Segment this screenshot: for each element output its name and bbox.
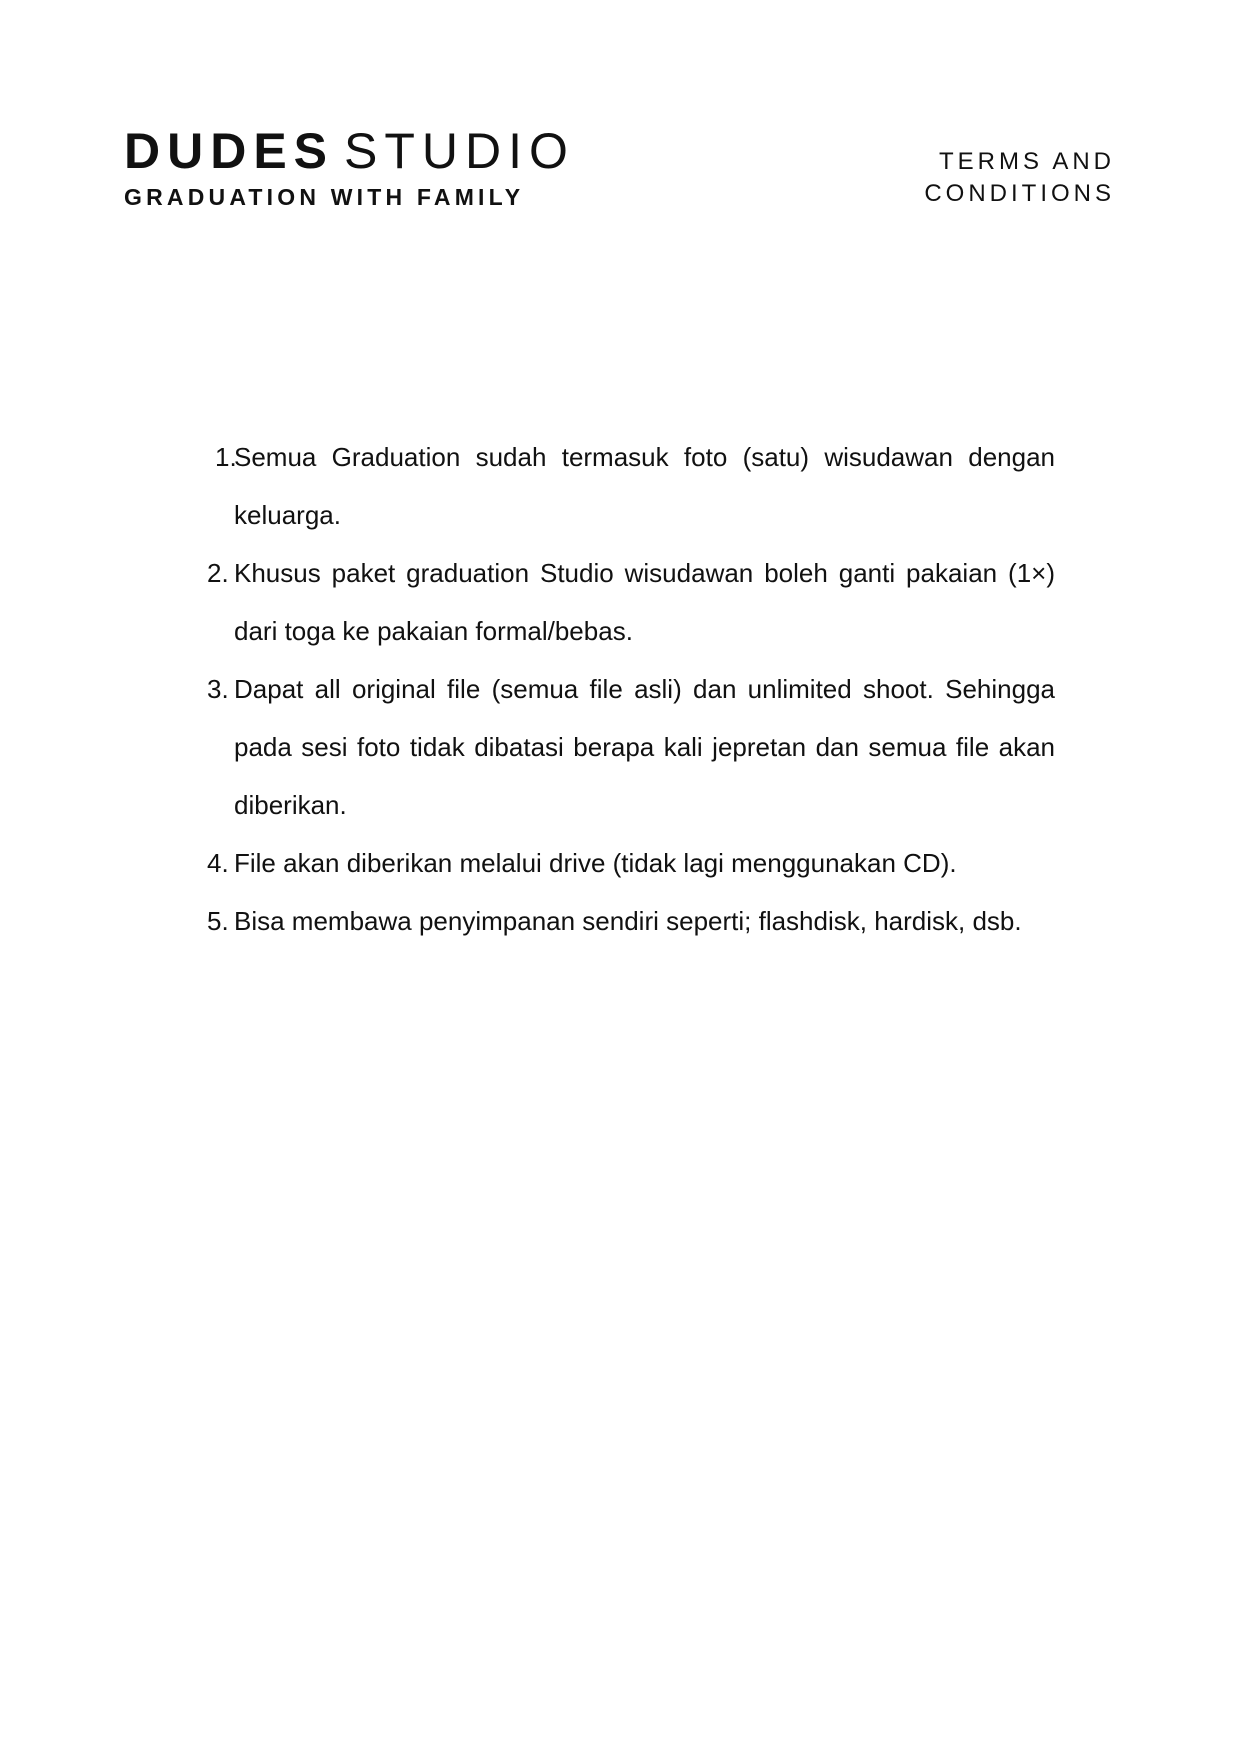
term-text: Khusus paket graduation Studio wisudawan boleh ganti pakaian (1×) dari toga ke pakaian formal/bebas. [234, 558, 1055, 646]
term-text: Semua Graduation sudah termasuk foto (satu) wisudawan dengan keluarga. [234, 442, 1055, 530]
term-text: Bisa membawa penyimpanan sendiri seperti; flashdisk, hardisk, dsb. [234, 906, 1022, 936]
term-item-5 [207, 892, 1055, 950]
brand-name-bold: DUDES [124, 123, 335, 179]
term-text: File akan diberikan melalui drive (tidak lagi menggunakan CD). [234, 848, 957, 878]
term-item-2 [207, 544, 1055, 660]
term-number: 4. [207, 848, 229, 878]
brand-name-light: STUDIO [344, 123, 575, 179]
brand-subtitle: GRADUATION WITH FAMILY [124, 184, 525, 210]
term-text: Dapat all original file (semua file asli) dan unlimited shoot. Sehingga pada sesi foto tidak dibatasi berapa kali jepretan dan semua file akan diberikan. [234, 674, 1055, 820]
term-number: 5. [207, 906, 229, 936]
document-label-line-1: TERMS AND [938, 148, 1115, 175]
term-item-1 [207, 428, 1055, 544]
term-item-4 [207, 834, 1055, 892]
document-label-line-2: CONDITIONS [924, 180, 1115, 207]
brand-block [124, 122, 575, 212]
document-label [815, 146, 1115, 210]
brand-title [124, 122, 575, 180]
term-number: 1. [215, 442, 237, 472]
term-item-3 [207, 660, 1055, 834]
term-number: 2. [207, 558, 229, 588]
term-number: 3. [207, 674, 229, 704]
terms-list [207, 428, 1055, 950]
